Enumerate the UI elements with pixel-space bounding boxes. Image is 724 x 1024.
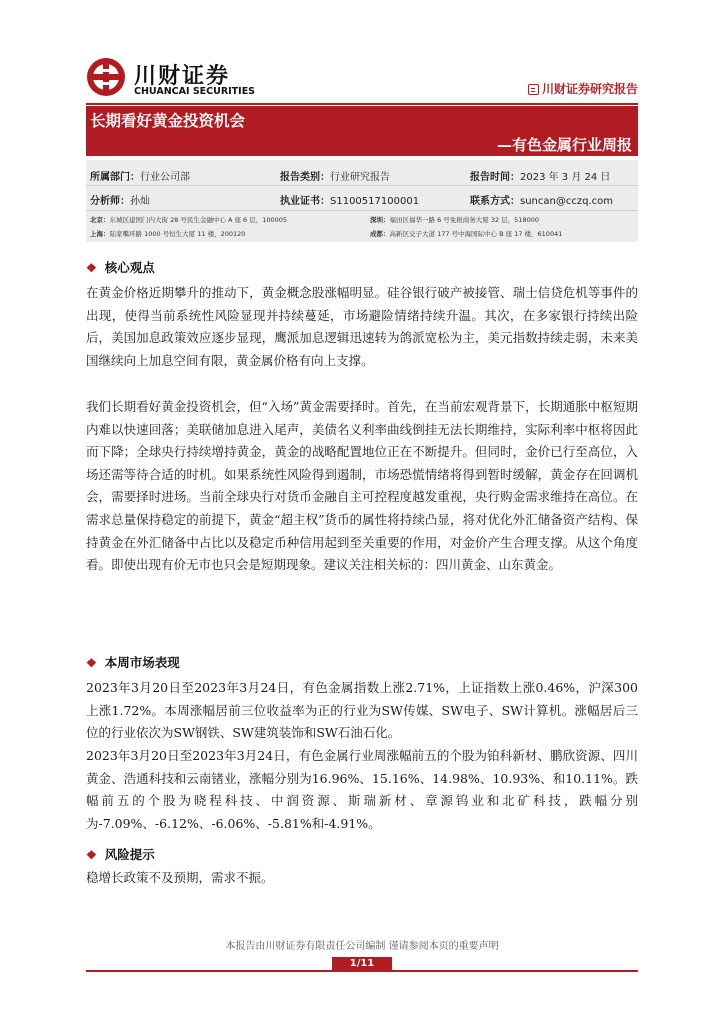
address-shenzhen: 深圳：福田区福华一路 6 号免税商务大厦 32 层，518000 [370,216,539,224]
chuancai-logo-icon [86,57,126,97]
cert-field: 执业证书：S1100517100001 [280,196,420,207]
address-beijing: 北京：东城区建国门内大街 28 号民生金融中心 A 座 6 层，100005 [90,216,288,224]
report-subtitle: —有色金属行业周报 [496,136,632,154]
paragraph-core-1: 在黄金价格近期攀升的推动下，黄金概念股涨幅明显。硅谷银行破产被接管、瑞士信贷危机等事件的出现，使得当前系统性风险显现并持续蔓延，市场避险情绪持续升温。其次，在多家银行持续出险后，美国加息政策效应逐步显现，鹰派加息逻辑迅速转为鸽派宽松为主，美元指数持续走弱，未来美国继续向上加息空间有限，黄金属价格有向上支撑。 [86,285,638,368]
footer-divider [86,970,638,972]
diamond-bullet-icon: ❖ [86,656,97,670]
title-banner [86,106,638,156]
header-divider [86,103,638,105]
address-chengdu: 成都：高新区交子大道 177 号中海国际中心 B 座 17 楼，610041 [370,230,563,238]
analyst-field: 分析师：孙灿 [90,196,150,207]
section-heading-core: ❖ 核心观点 [86,260,155,275]
report-brand-text: 川财证券研究报告 [541,82,638,96]
report-icon [528,84,539,95]
report-title: 长期看好黄金投资机会 [90,111,246,130]
info-divider [86,210,638,211]
paragraph-core-2: 我们长期看好黄金投资机会，但“入场”黄金需要择时。首先，在当前宏观背景下，长期通胀中枢短期内难以快速回落；美联储加息进入尾声，美债名义利率曲线倒挂无法长期维持，实际利率中枢将因此而下降；全球央行持续增持黄金，黄金的战略配置地位正在不断提升。但同时，金价已行至高位，入场还需等待合适的时机。如果系统性风险得到遏制，市场恐慌情绪将得到暂时缓解，黄金存在回调机会，需要择时进场。当前全球央行对货币金融自主可控程度越发重视，央行购金需求维持在高位。在需求总量保持稳定的前提下，黄金“超主权”货币的属性将持续凸显，将对优化外汇储备资产结构、保持黄金在外汇储备中占比以及稳定币种信用起到至关重要的作用，对金价产生合理支撑。从这个角度看。即使出现有价无市也只会是短期现象。建议关注相关标的：四川黄金、山东黄金。 [86,399,638,573]
date-field: 报告时间：2023 年 3 月 24 日 [470,172,611,183]
report-brand [528,80,638,97]
page-number: 1/11 [332,957,392,971]
logo-english-name: CHUANCAI SECURITIES [134,86,256,97]
diamond-bullet-icon: ❖ [86,848,97,862]
type-field: 报告类别：行业研究报告 [280,172,390,183]
company-logo [86,57,256,103]
paragraph-risk-1: 稳增长政策不及预期，需求不振。 [86,870,274,885]
paragraph-market-1: 2023年3月20日至2023年3月24日，有色金属指数上涨2.71%，上证指数上涨0.46%，沪深300上涨1.72%。本周涨幅居前三位收益率为正的行业为SW传媒、SW电子、SW计算机。涨幅居后三位的行业依次为SW钢铁、SW建筑装饰和SW石油石化。 [86,680,638,741]
footer-disclaimer: 本报告由川财证券有限责任公司编制 谨请参阅本页的重要声明 [225,941,499,952]
logo-chinese-name: 川财证券 [134,64,231,89]
dept-field: 所属部门：行业公司部 [90,172,190,183]
contact-field[interactable]: 联系方式：suncan@cczq.com [470,196,613,207]
paragraph-market-2: 2023年3月20日至2023年3月24日，有色金属行业周涨幅前五的个股为铂科新材、鹏欣资源、四川黄金、浩通科技和云南锗业，涨幅分别为16.96%、15.16%、14.98%、10.93%、和10.11%。跌幅前五的个股为晓程科技、中润资源、斯瑞新材、章源钨业和北矿科技，跌幅分别为-7.09%、-6.12%、-6.06%、-5.81%和-4.91%。 [86,748,638,831]
section-heading-risk: ❖ 风险提示 [86,847,155,862]
section-heading-market: ❖ 本周市场表现 [86,655,180,670]
diamond-bullet-icon: ❖ [86,261,97,275]
address-shanghai: 上海：陆家嘴环路 1000 号恒生大厦 11 楼，200120 [90,230,246,238]
report-info-block [86,160,638,242]
info-divider [86,185,638,186]
